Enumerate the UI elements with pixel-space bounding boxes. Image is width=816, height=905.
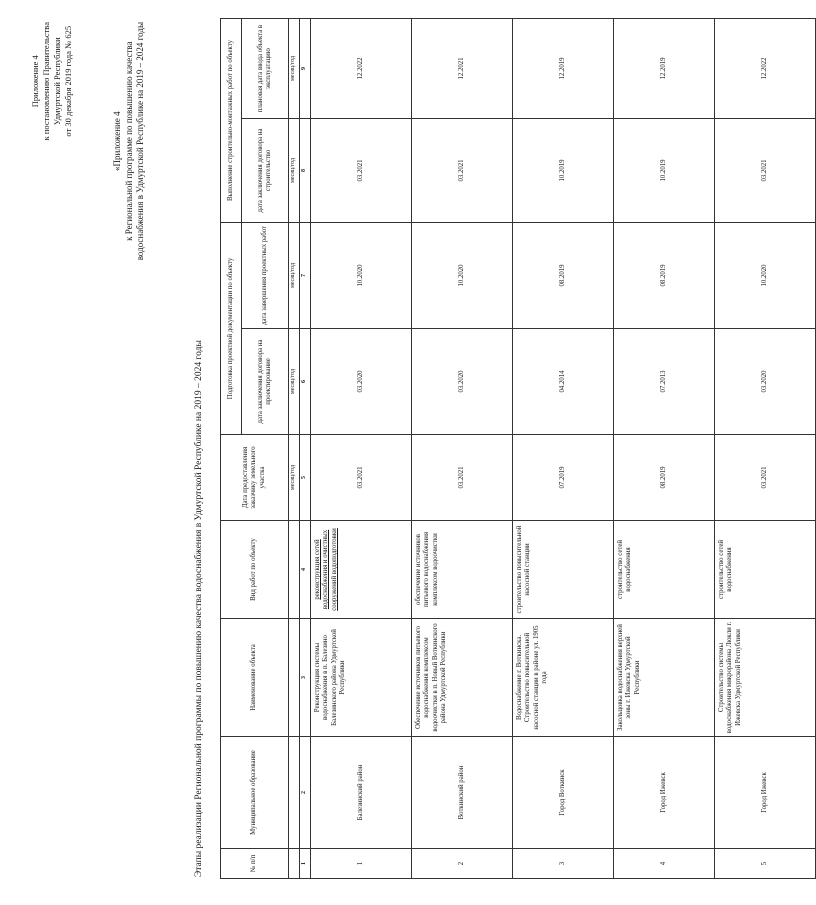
appendix-line-2: к постановлению Правительства: [41, 22, 52, 141]
table-row: [715, 18, 816, 878]
col-construction-contract-header: дата заключения договора на строительство: [242, 118, 289, 222]
appendix-line-4: от 30 декабря 2019 года № 625: [63, 25, 74, 137]
unit-row: [289, 18, 300, 878]
table-row: [513, 18, 614, 878]
work-type-cell: строительство повысительной насосной станции: [513, 521, 614, 619]
unit-cell-empty: [289, 521, 300, 619]
design-end-cell: 10.2020: [311, 222, 412, 328]
land-date-cell: 03.2021: [311, 435, 412, 521]
design-contract-cell: 04.2014: [513, 329, 614, 435]
commissioning-cell: 12.2021: [412, 18, 513, 118]
commissioning-cell: 12.2019: [614, 18, 715, 118]
commissioning-cell: 12.2019: [513, 18, 614, 118]
column-number: 3: [300, 619, 311, 737]
design-contract-cell: 07.2013: [614, 329, 715, 435]
work-type-cell: строительство сетей водоснабжения: [715, 521, 816, 619]
table-row: [311, 18, 412, 878]
unit-cell: месяц/год: [289, 329, 300, 435]
col-land-header: Дата предоставления заказчику земельного участка: [221, 435, 289, 521]
row-number: 1: [311, 849, 412, 879]
design-end-cell: 10.2020: [412, 222, 513, 328]
design-end-cell: 10.2020: [715, 222, 816, 328]
appendix-line-1: Приложение 4: [30, 55, 40, 108]
table-row: [412, 18, 513, 878]
land-date-cell: 03.2021: [715, 435, 816, 521]
municipality-cell: Воткинский район: [412, 737, 513, 849]
municipality-cell: Город Воткинск: [513, 737, 614, 849]
unit-cell: месяц/год: [289, 118, 300, 222]
column-number: 4: [300, 521, 311, 619]
municipality-cell: Город Ижевск: [614, 737, 715, 849]
construction-contract-cell: 10.2019: [513, 118, 614, 222]
design-end-cell: 08.2019: [614, 222, 715, 328]
col-municipality-header: Муниципальное образование: [221, 737, 289, 849]
unit-cell: месяц/год: [289, 18, 300, 118]
column-number: 7: [300, 222, 311, 328]
row-number: 4: [614, 849, 715, 879]
design-end-cell: 08.2019: [513, 222, 614, 328]
commissioning-cell: 12.2022: [311, 18, 412, 118]
construction-contract-cell: 03.2021: [715, 118, 816, 222]
program-header: [112, 22, 147, 260]
column-number-row: [300, 18, 311, 878]
unit-cell: месяц/год: [289, 222, 300, 328]
col-design-contract-header: дата заключения договора на проектирование: [242, 329, 289, 435]
object-name-cell: Строительство системы водоснабжения микрорайона Люкли г. Ижевска Удмуртской Республики: [715, 619, 816, 737]
land-date-cell: 03.2021: [412, 435, 513, 521]
row-number: 5: [715, 849, 816, 879]
design-group-header: Подготовка проектной документации по объекту: [221, 222, 242, 434]
unit-cell-empty: [289, 737, 300, 849]
stages-table: [220, 18, 816, 879]
col-commissioning-header: плановая дата ввода объекта в эксплуатацию: [242, 18, 289, 118]
construction-contract-cell: 10.2019: [614, 118, 715, 222]
work-type-cell: реконструкция сетей водоснабжения и очистных сооружений водоподготовки: [311, 521, 412, 619]
document-title: Этапы реализации Региональной программы по повышению качества водоснабжения в Удмуртской Республике на 2019 – 2024 годы: [194, 340, 204, 877]
unit-cell-empty: [289, 849, 300, 879]
appendix-header: [30, 22, 74, 140]
column-number: 9: [300, 18, 311, 118]
appendix-line-3: Удмуртской Республики: [52, 37, 63, 126]
column-number: 6: [300, 329, 311, 435]
col-num-header: № п/п: [221, 849, 289, 879]
column-number: 2: [300, 737, 311, 849]
col-design-end-header: дата завершения проектных работ: [242, 222, 289, 328]
header-row-1: [221, 18, 242, 878]
unit-cell: месяц/год: [289, 435, 300, 521]
table-row: [614, 18, 715, 878]
column-number: 5: [300, 435, 311, 521]
col-work-header: Вид работ по объекту: [221, 521, 289, 619]
design-contract-cell: 03.2020: [311, 329, 412, 435]
work-type-cell: обеспечение источников питьевого водоснабжения комплексом водоочистки: [412, 521, 513, 619]
design-contract-cell: 03.2020: [715, 329, 816, 435]
land-date-cell: 07.2019: [513, 435, 614, 521]
construction-contract-cell: 03.2021: [311, 118, 412, 222]
object-name-cell: Реконструкция системы водоснабжения в п. Балезино Балезинского района Удмуртской Республики: [311, 619, 412, 737]
object-name-cell: Водоснабжение г. Воткинска. Строительство повысительной насосной станции в районе ул. 1905 года: [513, 619, 614, 737]
col-object-header: Наименование объекта: [221, 619, 289, 737]
commissioning-cell: 12.2022: [715, 18, 816, 118]
row-number: 2: [412, 849, 513, 879]
municipality-cell: Город Ижевск: [715, 737, 816, 849]
program-line-3: водоснабжения в Удмуртской Республике на 2019 – 2024 годы: [135, 22, 146, 261]
row-number: 3: [513, 849, 614, 879]
construction-group-header: Выполнение строительно-монтажных работ по объекту: [221, 18, 242, 222]
program-line-1: «Приложение 4: [112, 111, 122, 171]
unit-cell-empty: [289, 619, 300, 737]
land-date-cell: 08.2019: [614, 435, 715, 521]
construction-contract-cell: 03.2021: [412, 118, 513, 222]
object-name-cell: Обеспечение источников питьевого водоснабжения комплексом водоочистки в п. Новый Воткинского района Удмуртской Республики: [412, 619, 513, 737]
column-number: 8: [300, 118, 311, 222]
design-contract-cell: 03.2020: [412, 329, 513, 435]
object-name-cell: Закольцовка водоснабжения верхней зоны г. Ижевска Удмуртской Республики: [614, 619, 715, 737]
municipality-cell: Балезинский район: [311, 737, 412, 849]
column-number: 1: [300, 849, 311, 879]
work-type-cell: строительство сетей водоснабжения: [614, 521, 715, 619]
program-line-2: к Региональной программе по повышению качества: [123, 41, 134, 241]
